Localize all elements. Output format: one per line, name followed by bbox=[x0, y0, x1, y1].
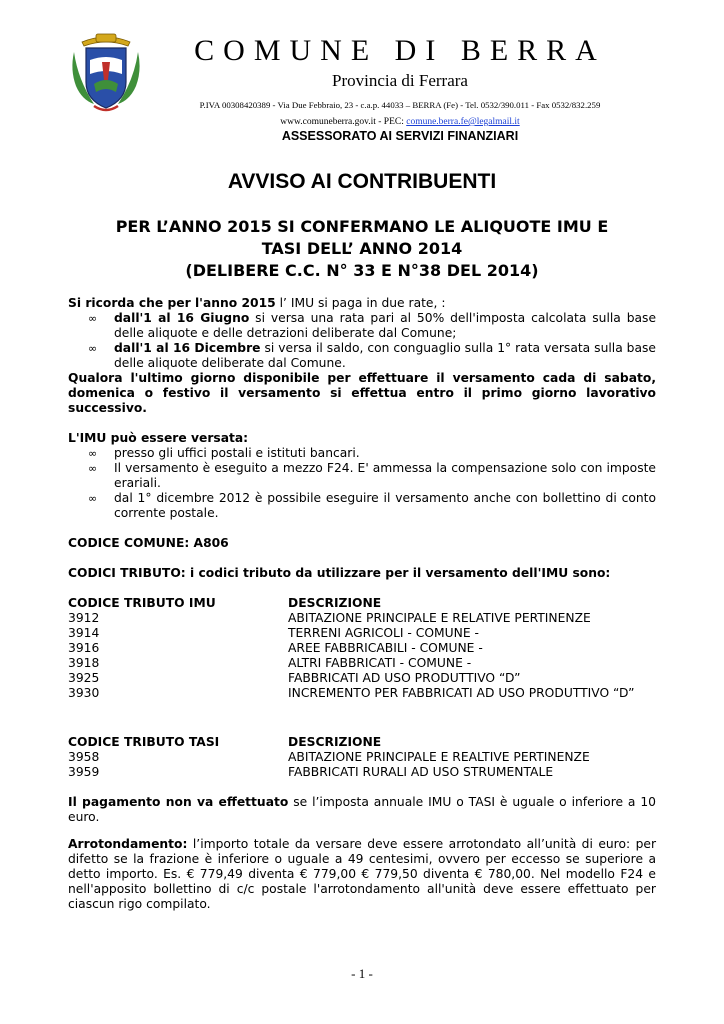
table-cell-description: AREE FABBRICABILI - COMUNE - bbox=[288, 641, 483, 655]
table-header-code: CODICE TRIBUTO IMU bbox=[68, 596, 216, 610]
table-cell-description: TERRENI AGRICOLI - COMUNE - bbox=[288, 626, 479, 640]
rate-date: dall'1 al 16 Giugno bbox=[114, 311, 250, 325]
table-cell-code: 3925 bbox=[68, 671, 100, 685]
tasi-code-table bbox=[68, 735, 656, 780]
bullet-icon: ∞ bbox=[88, 492, 98, 505]
pec-email-link[interactable]: comune.berra.fe@legalmail.it bbox=[406, 117, 520, 127]
table-cell-code: 3958 bbox=[68, 750, 100, 764]
table-cell-description: ALTRI FABBRICATI - COMUNE - bbox=[288, 656, 472, 670]
subtitle-line-2: TASI DELL’ ANNO 2014 bbox=[261, 239, 463, 258]
method-text: dal 1° dicembre 2012 è possibile eseguire il versamento anche con bollettino di conto corrente postale. bbox=[114, 491, 656, 520]
table-header-code: CODICE TRIBUTO TASI bbox=[68, 735, 220, 749]
table-cell-description: ABITAZIONE PRINCIPALE E RELATIVE PERTINENZE bbox=[288, 611, 591, 625]
intro-bold: Si ricorda che per l'anno 2015 bbox=[68, 296, 276, 310]
codice-comune: CODICE COMUNE: A806 bbox=[68, 536, 229, 550]
list-item bbox=[88, 461, 656, 491]
no-payment-rest: se l’imposta annuale IMU o TASI è uguale o inferiore a 10 euro. bbox=[68, 795, 657, 824]
department-name: ASSESSORATO AI SERVIZI FINANZIARI bbox=[281, 129, 519, 143]
province-name: Provincia di Ferrara bbox=[332, 71, 468, 90]
document-body bbox=[68, 296, 656, 912]
address-line: P.IVA 00308420389 - Via Due Febbraio, 23 - c.a.p. 44033 – BERRA (Fe) - Tel. 0532/390.011 - Fax 0532/832.259 bbox=[199, 100, 601, 110]
method-text: Il versamento è eseguito a mezzo F24. E' ammessa la compensazione solo con imposte erariali. bbox=[114, 461, 656, 490]
table-cell-code: 3959 bbox=[68, 765, 100, 779]
rounding-rest: l’importo totale da versare deve essere arrotondato all’unità di euro: per difetto se la frazione è inferiore o uguale a 49 centesimi, ovvero per eccesso se superiore a detto importo. Es. € 779,49 diventa € 779,00 € 779,50 diventa € 780,00. Nel modello F24 e nell'apposito bollettino di c/c postale l'arrotondamento all'unità deve essere effettuato per ciascun rigo compilato. bbox=[68, 837, 656, 911]
table-cell-description: INCREMENTO PER FABBRICATI AD USO PRODUTTIVO “D” bbox=[288, 686, 635, 700]
table-cell-code: 3930 bbox=[68, 686, 100, 700]
notice-subtitle bbox=[40, 216, 684, 282]
list-item bbox=[88, 491, 656, 521]
intro-rest: l’ IMU si paga in due rate, : bbox=[275, 296, 446, 310]
rate-date: dall'1 al 16 Dicembre bbox=[114, 341, 261, 355]
subtitle-line-3: (DELIBERE C.C. N° 33 E N°38 DEL 2014) bbox=[185, 261, 539, 280]
rounding-bold: Arrotondamento: bbox=[68, 837, 188, 851]
municipality-title: COMUNE DI BERRA bbox=[194, 34, 606, 67]
intro-paragraph bbox=[68, 296, 656, 311]
method-text: presso gli uffici postali e istituti bancari. bbox=[114, 446, 360, 460]
website-text: www.comuneberra.gov.it - PEC: bbox=[280, 117, 407, 127]
table-cell-code: 3912 bbox=[68, 611, 100, 625]
imu-code-table bbox=[68, 596, 656, 701]
table-cell-description: ABITAZIONE PRINCIPALE E REALTIVE PERTINENZE bbox=[288, 750, 590, 764]
rounding-paragraph bbox=[68, 837, 656, 912]
bullet-icon: ∞ bbox=[88, 312, 98, 325]
table-header-description: DESCRIZIONE bbox=[288, 596, 382, 610]
rate-list bbox=[68, 311, 656, 371]
codici-tributo-intro: CODICI TRIBUTO: i codici tributo da utilizzare per il versamento dell'IMU sono: bbox=[68, 566, 611, 580]
page-number: - 1 - bbox=[351, 966, 373, 981]
table-cell-code: 3918 bbox=[68, 656, 100, 670]
bullet-icon: ∞ bbox=[88, 342, 98, 355]
website-line bbox=[100, 117, 700, 127]
rate-text: si versa il saldo, con conguaglio sulla 1° rata versata sulla base delle aliquote deliberate dal Comune. bbox=[114, 341, 656, 370]
table-cell-code: 3916 bbox=[68, 641, 100, 655]
table-cell-description: FABBRICATI AD USO PRODUTTIVO “D” bbox=[288, 671, 521, 685]
list-item bbox=[88, 311, 657, 341]
no-payment-paragraph bbox=[68, 795, 656, 825]
no-payment-bold: Il pagamento non va effettuato bbox=[68, 795, 289, 809]
bullet-icon: ∞ bbox=[88, 462, 98, 475]
bullet-icon: ∞ bbox=[88, 447, 98, 460]
rate-text: si versa una rata pari al 50% dell'imposta calcolata sulla base delle aliquote e delle detrazioni deliberate dal Comune; bbox=[114, 311, 657, 340]
table-cell-code: 3914 bbox=[68, 626, 100, 640]
weekend-note: Qualora l'ultimo giorno disponibile per effettuare il versamento cada di sabato, domenica o festivo il versamento si effettua entro il primo giorno lavorativo successivo. bbox=[68, 371, 656, 415]
table-header-description: DESCRIZIONE bbox=[288, 735, 382, 749]
subtitle-line-1: PER L’ANNO 2015 SI CONFERMANO LE ALIQUOTE IMU E bbox=[115, 217, 609, 236]
notice-title: AVVISO AI CONTRIBUENTI bbox=[227, 170, 497, 193]
list-item bbox=[88, 446, 656, 461]
table-cell-description: FABBRICATI RURALI AD USO STRUMENTALE bbox=[288, 765, 554, 779]
payment-methods-title: L'IMU può essere versata: bbox=[68, 431, 249, 445]
list-item bbox=[88, 341, 656, 371]
payment-methods-list bbox=[68, 446, 656, 521]
